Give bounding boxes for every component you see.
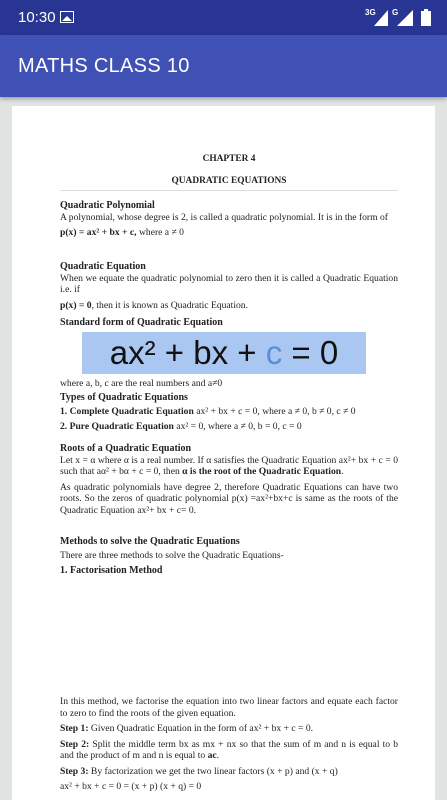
roots-text-b: .	[341, 466, 344, 477]
step-2-end: .	[216, 750, 220, 761]
status-bar	[0, 0, 447, 35]
step-2-label: Step 2:	[60, 738, 90, 750]
qe-heading: Quadratic Equation	[60, 261, 146, 272]
divider	[60, 190, 398, 191]
type-pure-formula: ax² = 0, where a ≠ 0, b = 0, c = 0	[173, 421, 302, 432]
signal-2-icon	[397, 10, 413, 26]
qp-formula-rest: where a ≠ 0	[136, 227, 184, 238]
step-3	[60, 766, 398, 778]
roots-text2: As quadratic polynomials have degree 2, therefore Quadratic Equations can have two roots. So the zeros of quadratic polynomial p(x) =ax²+bx+c is same as the roots of the Quadratic Equation ax²+ bx + c= 0.	[60, 481, 398, 516]
factorisation-text: In this method, we factorise the equation into two linear factors and equate each factor to zero to find the roots of the given equation.	[60, 696, 398, 719]
step-3-label: Step 3:	[60, 765, 89, 777]
type-complete	[60, 406, 398, 418]
roots-heading: Roots of a Quadratic Equation	[60, 443, 192, 454]
step-2	[60, 739, 398, 762]
types-heading: Types of Quadratic Equations	[60, 392, 188, 403]
type-pure-label: 2. Pure Quadratic Equation	[60, 421, 174, 432]
formula-part-b: = 0	[282, 334, 339, 371]
document-page[interactable]	[12, 106, 435, 800]
qe-formula-bold: p(x) = 0	[60, 299, 92, 311]
standard-form-formula	[82, 332, 366, 374]
chapter-subtitle: QUADRATIC EQUATIONS	[171, 176, 287, 186]
where-text: where a, b, c are the real numbers and a≠0	[60, 378, 223, 389]
network-g-label: G	[392, 8, 399, 17]
formula-part-c: c	[265, 334, 283, 371]
qe-formula-rest: , then it is known as Quadratic Equation.	[91, 299, 248, 311]
step-1-text: Given Quadratic Equation in the form of ax² + bx + c = 0.	[88, 723, 314, 734]
qp-formula-bold: p(x) = ax² + bx + c,	[60, 227, 137, 238]
step-3-text: By factorization we get the two linear factors (x + p) and (x + q)	[88, 765, 338, 777]
roots-text-a: Let x = α where α is a real number. If α satisfies the Quadratic Equation ax²+ bx + c = 0 such that aα² + bα + c = 0, then	[60, 454, 398, 477]
app-title: MATHS CLASS 10	[18, 55, 190, 77]
formula-part-a: ax² + bx +	[109, 334, 266, 371]
qe-text: When we equate the quadratic polynomial to zero then it is called a Quadratic Equation i.e. if	[60, 272, 398, 295]
type-complete-label: 1. Complete Quadratic Equation	[60, 405, 194, 417]
step-2-text: Split the middle term bx as mx + nx so that the sum of m and n is equal to b and the product of m and n is equal to	[60, 738, 398, 761]
status-time: 10:30	[18, 9, 56, 26]
factorisation-heading: 1. Factorisation Method	[60, 565, 163, 576]
type-pure	[60, 421, 398, 433]
step-1-label: Step 1:	[60, 723, 89, 734]
roots-text-bold: α is the root of the Quadratic Equation	[182, 466, 342, 477]
type-complete-formula: ax² + bx + c = 0, where a ≠ 0, b ≠ 0, c ≠ 0	[193, 405, 356, 417]
image-notification-icon	[60, 11, 74, 23]
network-3g-label: 3G	[365, 8, 376, 17]
methods-text: There are three methods to solve the Quadratic Equations-	[60, 549, 284, 561]
qp-formula	[60, 227, 398, 239]
system-icons	[365, 8, 435, 28]
step-2-ac: ac	[207, 750, 217, 761]
step-1	[60, 723, 398, 735]
signal-icon	[374, 10, 388, 26]
step-3-formula: ax² + bx + c = 0 = (x + p) (x + q) = 0	[60, 781, 202, 792]
app-bar	[0, 35, 447, 97]
chapter-label: CHAPTER 4	[202, 154, 256, 164]
qp-text: A polynomial, whose degree is 2, is called a quadratic polynomial. It is in the form of	[60, 211, 388, 223]
battery-icon	[421, 9, 431, 26]
qe-formula	[60, 300, 398, 312]
qp-heading: Quadratic Polynomial	[60, 200, 155, 211]
methods-heading: Methods to solve the Quadratic Equations	[60, 536, 240, 547]
standard-form-heading: Standard form of Quadratic Equation	[60, 317, 223, 328]
roots-text	[60, 455, 398, 478]
